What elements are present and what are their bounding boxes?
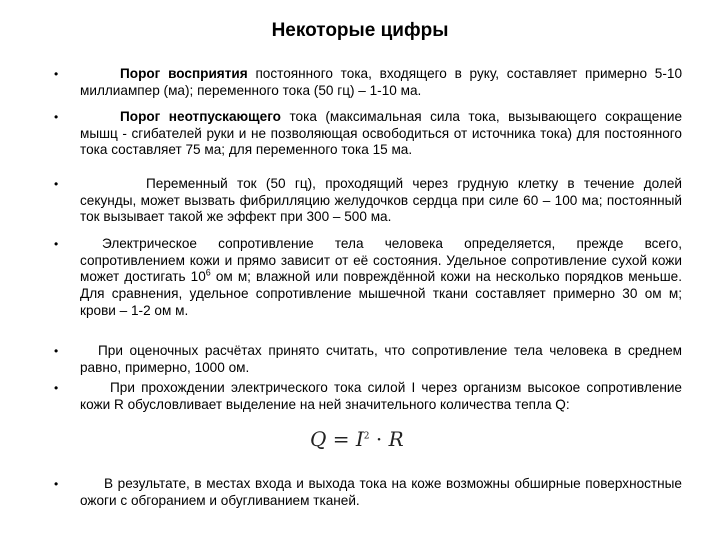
bullet-text-part: ом м; влажной или повреждённой кожи на несколько порядков меньше. Для сравнения, удельное сопротивление мышечной ткани составляет примерно 30 ом м; крови – 1-2 ом м. <box>80 269 682 318</box>
joule-formula <box>310 427 404 451</box>
bullet-dot-icon: • <box>54 177 59 191</box>
slide-title: Некоторые цифры <box>271 20 449 41</box>
formula-lhs: Q <box>310 427 327 451</box>
bullet-text: В результате, в местах входа и выхода тока на коже возможны обширные поверхностные ожоги с обгоранием и обугливанием тканей. <box>80 476 682 508</box>
bullet-dot-icon: • <box>54 381 59 395</box>
formula-equals: = <box>326 427 356 451</box>
bold-term: Порог неотпускающего <box>120 109 281 124</box>
formula-base: I <box>355 427 364 451</box>
bullet-dot-icon: • <box>54 110 59 124</box>
bullet-item <box>54 343 682 376</box>
bullet-text: Переменный ток (50 гц), проходящий через грудную клетку в течение долей секунды, может вызвать фибрилляцию желудочков сердца при силе 60 – 100 ма; постоянный ток вызывает такой же эффект при 300 – 500 ма. <box>80 176 682 225</box>
exponent: 6 <box>205 267 211 278</box>
bullet-dot-icon: • <box>54 477 59 491</box>
bold-term: Порог восприятия <box>120 66 248 81</box>
bullet-item <box>54 476 682 509</box>
bullet-dot-icon: • <box>54 344 59 358</box>
bullet-text <box>80 236 682 320</box>
bullet-item <box>54 380 682 413</box>
bullet-rest: постоянного тока, входящего в руку, составляет примерно 5-10 миллиампер (ма); переменного тока (50 гц) – 1-10 ма. <box>80 66 683 98</box>
bullet-item <box>54 66 683 99</box>
formula-rhs: R <box>388 427 404 451</box>
bullet-text: При прохождении электрического тока силой I через организм высокое сопротивление кожи R обусловливает выделение на ней значительного количества тепла Q: <box>80 380 682 412</box>
bullet-dot-icon: • <box>54 67 59 81</box>
bullet-rest: тока (максимальная сила тока, вызывающего сокращение мышц - сгибателей руки и не позволяющая освободиться от источника тока) для постоянного тока составляет 75 ма; для переменного тока 15 ма. <box>80 109 683 158</box>
bullet-item <box>54 176 682 226</box>
bullet-dot-icon: • <box>54 237 59 251</box>
bullet-text: При оценочных расчётах принято считать, что сопротивление тела человека в среднем равно, примерно, 1000 ом. <box>80 343 682 375</box>
formula-exponent: 2 <box>363 431 370 442</box>
bullet-text-part: Электрическое сопротивление тела человека определяется, прежде всего, сопротивлением кожи и прямо зависит от её состояния. Удельное сопротивление сухой кожи может достигать 10 <box>80 236 682 285</box>
bullet-text <box>80 109 682 159</box>
bullet-item <box>54 236 682 320</box>
bullet-item <box>54 109 683 159</box>
bullet-text <box>80 66 682 99</box>
formula-dot: · <box>369 427 389 451</box>
